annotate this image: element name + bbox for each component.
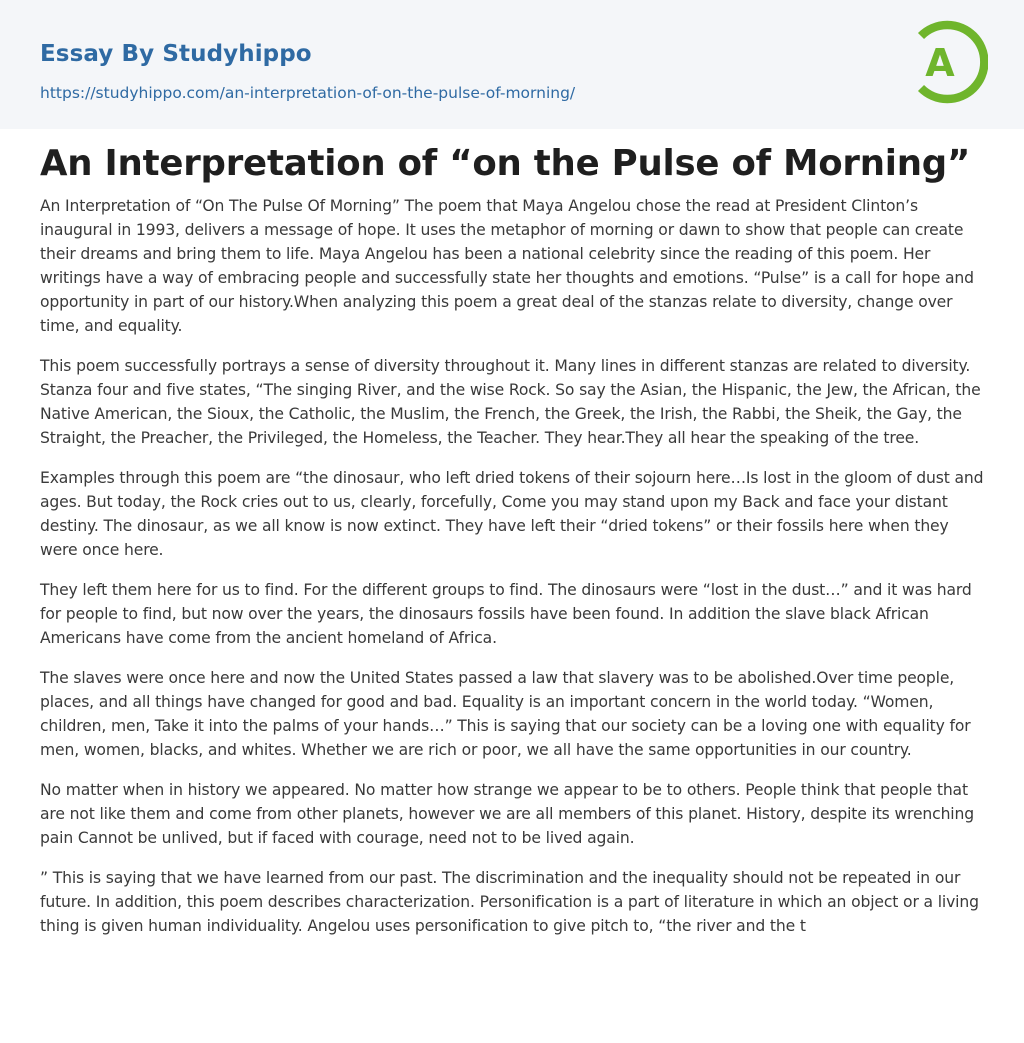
essay-body [40,194,988,954]
essay-paragraph: The slaves were once here and now the United States passed a law that slavery was to be abolished.Over time people, places, and all things have changed for good and bad. Equality is an important concern in the world today. “Women, children, men, Take it into the palms of your hands…” This is saying that our society can be a loving one with equality for men, women, blacks, and whites. Whether we are rich or poor, we all have the same opportunities in our country. [40,669,971,759]
essay-url-link[interactable]: https://studyhippo.com/an-interpretation-of-on-the-pulse-of-morning/ [40,84,576,102]
site-header [0,0,1024,129]
essay-paragraph: Examples through this poem are “the dinosaur, who left dried tokens of their sojourn here…Is lost in the gloom of dust and ages. But today, the Rock cries out to us, clearly, forcefully, Come you may stand upon my Back and face your distant destiny. The dinosaur, as we all know is now extinct. They have left their “dried tokens” or their fossils here when they were once here. [40,469,984,559]
essay-paragraph: ” This is saying that we have learned from our past. The discrimination and the inequality should not be repeated in our future. In addition, this poem describes characterization. Personification is a part of literature in which an object or a living thing is given human individuality. Angelou uses personification to give pitch to, “the river and the t [40,869,979,935]
essay-paragraph: No matter when in history we appeared. No matter how strange we appear to be to others. People think that people that are not like them and come from other planets, however we are all members of this planet. History, despite its wrenching pain Cannot be unlived, but if faced with courage, need not to be lived again. [40,781,974,847]
studyhippo-logo-icon[interactable] [912,20,988,106]
essay-paragraph: They left them here for us to find. For the different groups to find. The dinosaurs were “lost in the dust…” and it was hard for people to find, but now over the years, the dinosaurs fossils have been found. In addition the slave black African Americans have come from the ancient homeland of Africa. [40,581,972,647]
essay-title: An Interpretation of “on the Pulse of Morning” [40,143,971,184]
essay-paragraph: This poem successfully portrays a sense of diversity throughout it. Many lines in different stanzas are related to diversity. Stanza four and five states, “The singing River, and the wise Rock. So say the Asian, the Hispanic, the Jew, the African, the Native American, the Sioux, the Catholic, the Muslim, the French, the Greek, the Irish, the Rabbi, the Sheik, the Gay, the Straight, the Preacher, the Privileged, the Homeless, the Teacher. They hear.They all hear the speaking of the tree. [40,357,981,447]
site-title[interactable]: Essay By Studyhippo [40,41,312,67]
logo-letter: A [925,41,955,85]
essay-paragraph: An Interpretation of “On The Pulse Of Morning” The poem that Maya Angelou chose the read at President Clinton’s inaugural in 1993, delivers a message of hope. It uses the metaphor of morning or dawn to show that people can create their dreams and bring them to life. Maya Angelou has been a national celebrity since the reading of this poem. Her writings have a way of embracing people and successfully state her thoughts and emotions. “Pulse” is a call for hope and opportunity in part of our history.When analyzing this poem a great deal of the stanzas relate to diversity, change over time, and equality. [40,197,974,335]
